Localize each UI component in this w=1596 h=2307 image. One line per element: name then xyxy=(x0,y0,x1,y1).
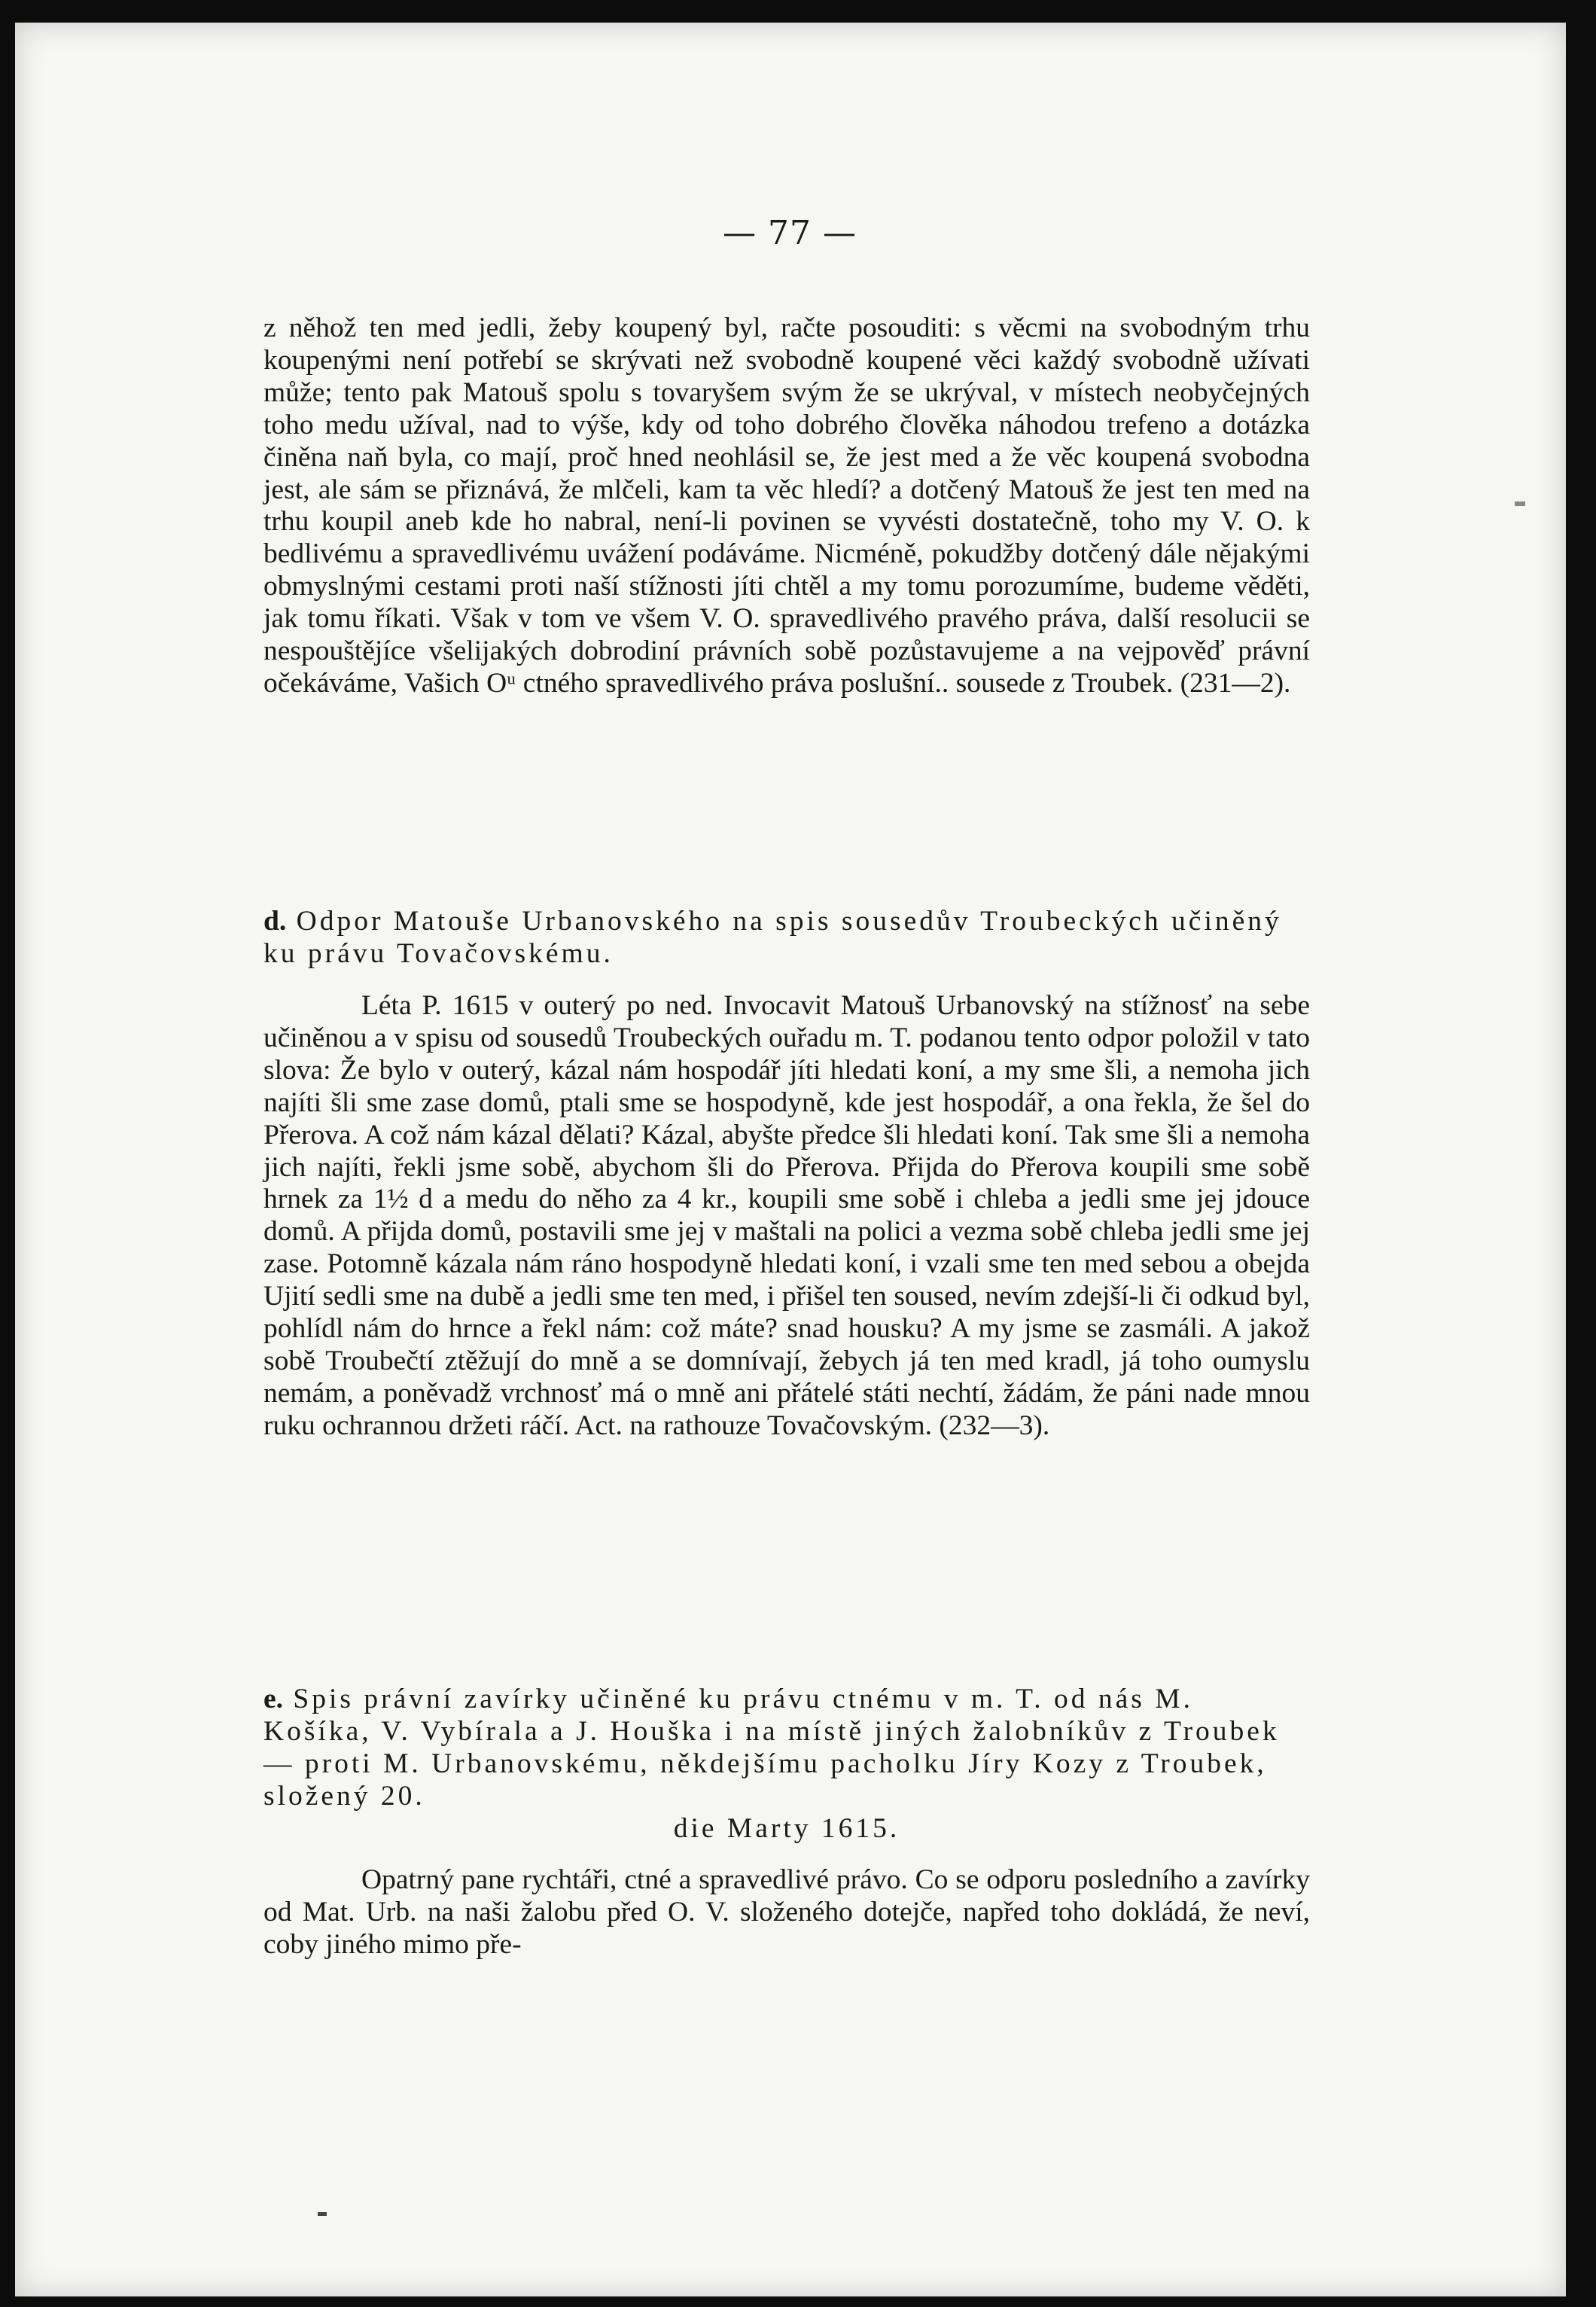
section-d-heading xyxy=(263,905,1310,970)
stray-mark xyxy=(318,2212,327,2216)
paragraph-3-block xyxy=(263,1864,1310,1961)
page-number: — 77 — xyxy=(723,214,857,252)
section-e-title-last-line: die Marty 1615. xyxy=(673,1813,900,1844)
paragraph-1: z něhož ten med jedli, žeby koupený byl, račte posouditi: s věcmi na svobodným trhu koupenými není potřebí se skrývati než svobodně koupené věci každý svobodně užívati může; tento pak Matouš spolu s tovaryšem svým že se ukrýval, v místech neobyčejných toho medu užíval, nad to výše, kdy od toho dobrého člověka náhodou trefeno a dotázka činěna naň byla, co mají, proč hned neohlásil se, že jest med a že věc koupená svobodna jest, ale sám se přiznává, že mlčeli, kam ta věc hledí? a dotčený Matouš že jest ten med na trhu koupil aneb kde ho nabral, není-li povinen se vyvésti dostatečně, toho my V. O. k bedlivému a spravedlivému uvážení podáváme. Nicméně, pokudžby dotčený dále nějakými obmyslnými cestami proti naší stížnosti jíti chtěl a my tomu porozumíme, budeme věděti, jak tomu říkati. Však v tom ve všem V. O. spravedlivého pravého práva, další resolucii se nespouštějíce všelijakých dobrodiní právních sobě pozůstavujeme a na vejpověď právní očekáváme, Vašich Oᵘ ctného spravedlivého práva poslušní.. sousede z Troubek. (231—2). xyxy=(263,312,1310,699)
paragraph-2-block xyxy=(263,990,1310,1443)
section-d-letter: d. xyxy=(263,906,287,937)
section-e-heading xyxy=(263,1683,1310,1845)
section-e-letter: e. xyxy=(263,1684,284,1714)
section-e-title-text: Spis právní zavírky učiněné ku právu ctnému v m. T. od nás M. Košíka, V. Vybírala a J. Houška i na místě jiných žalobníkův z Troubek — proti M. Urbanovskému, někdejšímu pacholku Jíry Kozy z Troubek, složený 20. xyxy=(263,1684,1280,1812)
paragraph-3: Opatrný pane rychtáři, ctné a spravedlivé právo. Co se odporu posledního a zavírky od Mat. Urb. na naši žalobu před O. V. složeného dotejče, napřed toho dokládá, že neví, coby jiného mimo pře- xyxy=(263,1864,1310,1960)
document-page xyxy=(15,23,1566,2296)
paragraph-1-block xyxy=(263,312,1310,700)
paragraph-2: Léta P. 1615 v outerý po ned. Invocavit Matouš Urbanovský na stížnosť na sebe učiněnou a v spisu od sousedů Troubeckých ouřadu m. T. podanou tento odpor položil v tato slova: Že bylo v outerý, kázal nám hospodář jíti hledati koní, a my sme šli, a nemoha jich najíti šli sme zase domů, ptali sme se hospodyně, kde jest hospodář, a ona řekla, že šel do Přerova. A což nám kázal dělati? Kázal, abyšte předce šli hledati koní. Tak sme šli a nemoha jich najíti, řekli jsme sobě, abychom šli do Přerova. Přijda do Přerova koupili sme sobě hrnek za 1½ d a medu do něho za 4 kr., koupili sme sobě i chleba a jedli sme jej jdouce domů. A přijda domů, postavili sme jej v maštali na polici a vezma sobě chleba jedli sme jej zase. Potomně kázala nám ráno hospodyně hledati koní, i vzali sme ten med sebou a obejda Ujití sedli sme na dubě a jedli sme ten med, i přišel ten soused, nevím zdejší-li či odkud byl, pohlídl nám do hrnce a řekl nám: což máte? snad housku? A my jsme se zasmáli. A jakož sobě Troubečtí ztěžují do mně a se domnívají, žebych já ten med kradl, já toho oumyslu nemám, a poněvadž vrchnosť má o mně ani přátelé státi nechtí, žádám, že páni nade mnou ruku ochrannou držeti ráčí. Act. na rathouze Tovačovským. (232—3). xyxy=(263,990,1310,1441)
section-e-title xyxy=(263,1683,1310,1845)
margin-mark xyxy=(1515,501,1525,506)
section-d-title xyxy=(263,905,1310,970)
section-d-title-text: Odpor Matouše Urbanovského na spis sousedův Troubeckých učiněný ku právu Tovačovskému. xyxy=(263,906,1282,969)
